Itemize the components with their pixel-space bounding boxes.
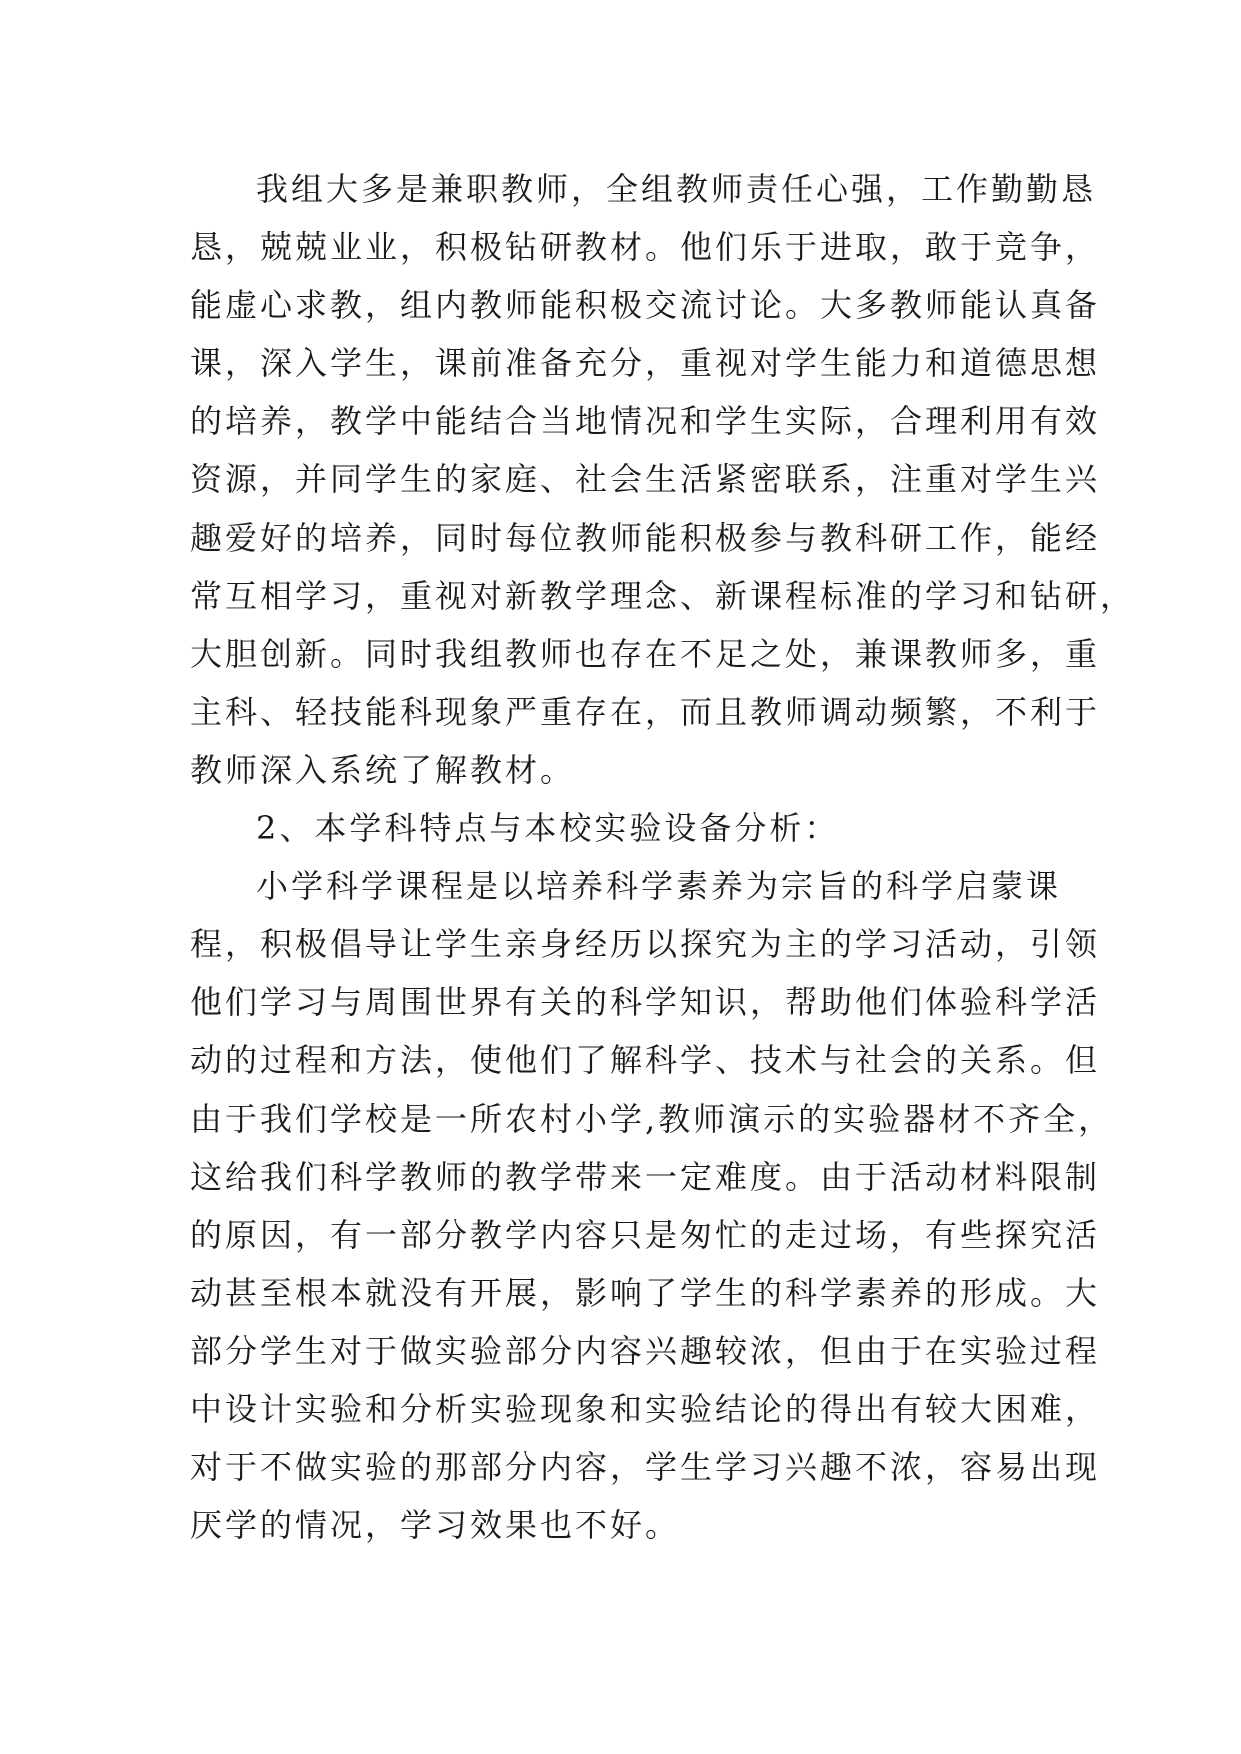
paragraph-1-line: 大胆创新。同时我组教师也存在不足之处，兼课教师多，重 xyxy=(190,634,1101,673)
paragraph-1-line: 教师深入系统了解教材。 xyxy=(190,750,576,789)
paragraph-1-line: 趣爱好的培养，同时每位教师能积极参与教科研工作，能经 xyxy=(190,518,1101,557)
paragraph-2-line: 他们学习与周围世界有关的科学知识，帮助他们体验科学活 xyxy=(190,983,1101,1022)
paragraph-1-line: 资源，并同学生的家庭、社会生活紧密联系，注重对学生兴 xyxy=(190,460,1101,499)
paragraph-2-line: 这给我们科学教师的教学带来一定难度。由于活动材料限制 xyxy=(190,1157,1101,1196)
document-body xyxy=(190,160,1136,1554)
paragraph-2-line: 由于我们学校是一所农村小学,教师演示的实验器材不齐全， xyxy=(190,1099,1114,1138)
paragraph-1-line: 常互相学习，重视对新教学理念、新课程标准的学习和钻研， xyxy=(190,576,1136,615)
paragraph-2-line: 程，积极倡导让学生亲身经历以探究为主的学习活动，引领 xyxy=(190,925,1101,964)
paragraph-2-line: 对于不做实验的那部分内容，学生学习兴趣不浓，容易出现 xyxy=(190,1448,1101,1487)
paragraph-2-line: 中设计实验和分析实验现象和实验结论的得出有较大困难， xyxy=(190,1389,1101,1428)
paragraph-1-line: 我组大多是兼职教师，全组教师责任心强，工作勤勤恳 xyxy=(256,170,1097,208)
paragraph-2-line: 部分学生对于做实验部分内容兴趣较浓，但由于在实验过程 xyxy=(190,1331,1101,1370)
paragraph-1-line: 的培养，教学中能结合当地情况和学生实际，合理利用有效 xyxy=(190,402,1101,441)
section-heading: 2、本学科特点与本校实验设备分析： xyxy=(256,809,840,848)
paragraph-1-line: 能虚心求教，组内教师能积极交流讨论。大多教师能认真备 xyxy=(190,286,1101,325)
paragraph-1-line: 恳，兢兢业业，积极钻研教材。他们乐于进取，敢于竞争， xyxy=(190,228,1101,267)
paragraph-2-line: 的原因，有一部分教学内容只是匆忙的走过场，有些探究活 xyxy=(190,1215,1101,1254)
paragraph-2-line: 动甚至根本就没有开展，影响了学生的科学素养的形成。大 xyxy=(190,1273,1101,1312)
paragraph-1-line: 课，深入学生，课前准备充分，重视对学生能力和道德思想 xyxy=(190,344,1101,383)
paragraph-1-line: 主科、轻技能科现象严重存在，而且教师调动频繁，不利于 xyxy=(190,692,1101,731)
paragraph-2-line: 小学科学课程是以培养科学素养为宗旨的科学启蒙课 xyxy=(256,867,1062,906)
paragraph-2-line: 动的过程和方法，使他们了解科学、技术与社会的关系。但 xyxy=(190,1041,1101,1080)
paragraph-2-line: 厌学的情况，学习效果也不好。 xyxy=(190,1506,681,1545)
